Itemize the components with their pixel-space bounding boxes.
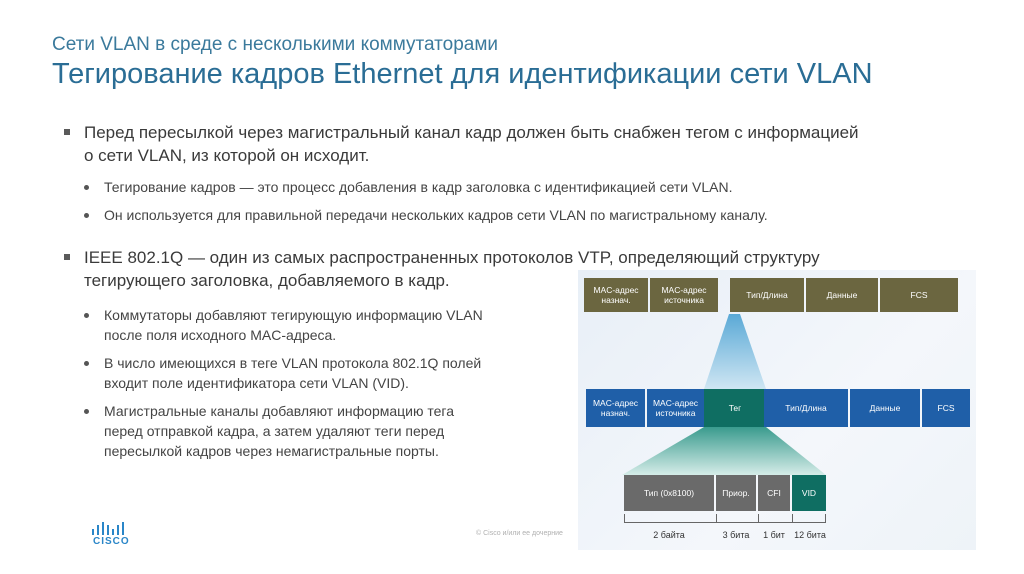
orig-src-mac-field: MAC-адрес источника [650,278,718,312]
orig-dest-mac-field: MAC-адрес назнач. [584,278,648,312]
bullet-level2 [104,305,483,345]
bullet-line: тегирующего заголовка, добавляемого в кадр. [84,271,450,290]
frame-tagging-diagram [578,270,976,550]
bullet-dot-icon [84,185,89,190]
cfi-field: CFI [758,475,790,511]
orig-type-length-field: Тип/Длина [730,278,804,312]
priority-field: Приор. [716,475,756,511]
bullet-square-icon [64,129,70,135]
tpid-size-label: 2 байта [653,530,685,540]
tpid-field: Тип (0x8100) [624,475,714,511]
bullet-level2 [104,205,768,225]
bullet-line: Он используется для правильной передачи нескольких кадров сети VLAN по магистральному каналу. [104,207,768,223]
bullet-line: после поля исходного MAC-адреса. [104,327,337,343]
bullet-line: о сети VLAN, из которой он исходит. [84,146,370,165]
priority-size-label: 3 бита [722,530,750,540]
size-bracket [624,514,826,523]
bullet-line: Коммутаторы добавляют тегирующую информацию VLAN [104,307,483,323]
bullet-line: перед отправкой кадра, а затем удаляют теги перед [104,423,445,439]
bullet-level1 [84,121,859,167]
bullet-line: Перед пересылкой через магистральный канал кадр должен быть снабжен тегом с информацией [84,123,859,142]
bullet-square-icon [64,254,70,260]
bullet-level2 [104,353,481,393]
cisco-logo-icon [88,522,132,536]
bullet-line: Тегирование кадров — это процесс добавления в кадр заголовка с идентификацией сети VLAN. [104,179,733,195]
slide-subtitle: Сети VLAN в среде с несколькими коммутаторами [52,34,498,55]
tagged-dest-mac-field: MAC-адрес назнач. [586,389,645,427]
tagged-data-field: Данные [850,389,920,427]
orig-data-field: Данные [806,278,878,312]
tagged-src-mac-field: MAC-адрес источника [647,389,704,427]
bullet-level2 [104,177,732,197]
bullet-dot-icon [84,313,89,318]
cfi-size-label: 1 бит [763,530,785,540]
tag-field: Тег [704,389,766,427]
expand-arrow-lower [622,427,826,475]
bullet-line: пересылкой кадров через немагистральные порты. [104,443,439,459]
bullet-line: IEEE 802.1Q — один из самых распространенных протоколов VTP, определяющий структуру [84,248,820,267]
bullet-line: В число имеющихся в теге VLAN протокола 802.1Q полей [104,355,482,371]
tagged-type-length-field: Тип/Длина [764,389,848,427]
bullet-line: Магистральные каналы добавляют информацию тега [104,403,455,419]
vid-size-label: 12 бита [794,530,826,540]
cisco-logo-text: CISCO [93,536,130,547]
bullet-line: входит поле идентификатора сети VLAN (VID). [104,375,409,391]
bullet-level2 [104,401,454,461]
bullet-dot-icon [84,213,89,218]
tagged-fcs-field: FCS [922,389,970,427]
orig-fcs-field: FCS [880,278,958,312]
bullet-dot-icon [84,409,89,414]
copyright-text: © Cisco и/или ее дочерние [476,530,563,537]
slide-title: Тегирование кадров Ethernet для идентификации сети VLAN [52,58,873,90]
bullet-dot-icon [84,361,89,366]
vid-field: VID [792,475,826,511]
expand-arrow-upper [704,314,766,389]
